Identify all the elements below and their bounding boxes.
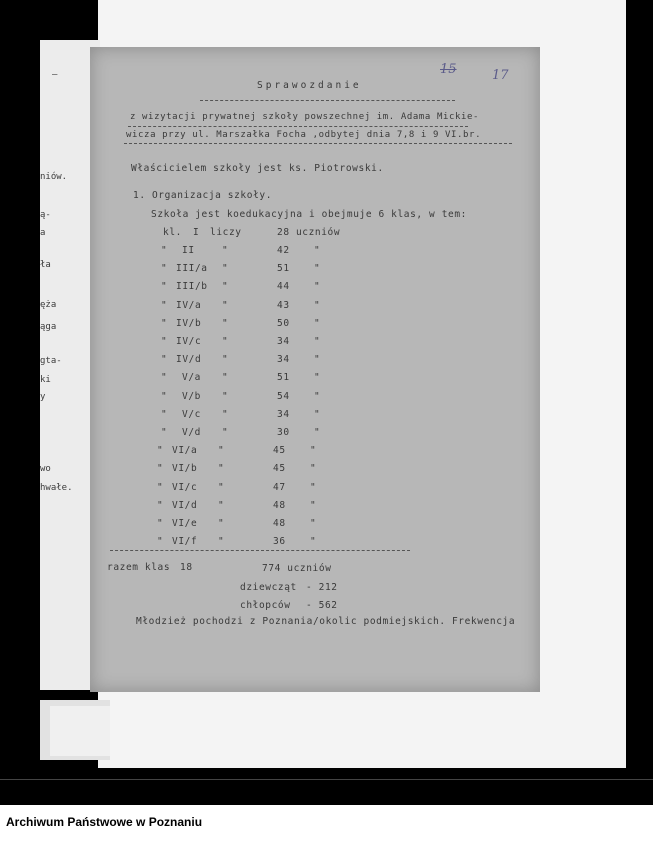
row-ditto-2: " — [222, 354, 229, 365]
girls-value: - 212 — [306, 582, 338, 593]
subtitle-underline-2 — [124, 143, 512, 144]
row-ditto-3: " — [310, 500, 317, 511]
subtitle-line-1: z wizytacji prywatnej szkoły powszechnej im. Adama Mickie- — [130, 112, 480, 122]
row-ditto-2: " — [218, 518, 225, 529]
left-fragment: — — [52, 70, 58, 80]
row-ditto-2: " — [222, 245, 229, 256]
row-count: 48 — [273, 500, 286, 511]
row-ditto-2: " — [222, 281, 229, 292]
row-count: 36 — [273, 536, 286, 547]
row-class: VI/d — [172, 500, 198, 511]
scan-edge-line — [0, 779, 653, 780]
row-count: 47 — [273, 482, 286, 493]
row-ditto-2: " — [218, 500, 225, 511]
row-ditto-1: " — [161, 336, 168, 347]
row-count: 34 — [277, 409, 290, 420]
row-class: VI/b — [172, 463, 198, 474]
row-count: 45 — [273, 463, 286, 474]
row-ditto-1: " — [161, 245, 168, 256]
table-bottom-rule — [110, 550, 410, 551]
row-class: V/a — [182, 372, 201, 383]
owner-line: Właścicielem szkoły jest ks. Piotrowski. — [131, 163, 384, 174]
row-ditto-2: " — [222, 318, 229, 329]
row-count: 34 — [277, 336, 290, 347]
row-ditto-1: " — [161, 409, 168, 420]
row-ditto-3: " — [314, 281, 321, 292]
row-count: 54 — [277, 391, 290, 402]
row-ditto-2: " — [222, 300, 229, 311]
girls-label: dziewcząt — [240, 582, 297, 593]
header-kl: kl. — [163, 227, 182, 238]
row-ditto-2: " — [222, 263, 229, 274]
row-ditto-3: " — [314, 300, 321, 311]
row-ditto-1: " — [161, 281, 168, 292]
row-ditto-1: " — [157, 463, 164, 474]
row-ditto-1: " — [161, 300, 168, 311]
boys-label: chłopców — [240, 600, 291, 611]
boys-value: - 562 — [306, 600, 338, 611]
row-ditto-3: " — [310, 445, 317, 456]
row-ditto-3: " — [310, 518, 317, 529]
row-ditto-2: " — [222, 336, 229, 347]
row-class: VI/f — [172, 536, 198, 547]
row-class: IV/c — [176, 336, 202, 347]
row-count: 43 — [277, 300, 290, 311]
row-ditto-3: " — [314, 336, 321, 347]
row-count: 45 — [273, 445, 286, 456]
row-count: 30 — [277, 427, 290, 438]
row-ditto-2: " — [222, 372, 229, 383]
row-count: 51 — [277, 372, 290, 383]
header-liczy: liczy — [210, 227, 242, 238]
row-ditto-1: " — [161, 372, 168, 383]
row-ditto-1: " — [157, 536, 164, 547]
left-fragment: ąga — [40, 322, 57, 332]
total-label: razem klas — [107, 562, 171, 573]
row-ditto-1: " — [161, 354, 168, 365]
row-ditto-3: " — [310, 536, 317, 547]
total-classes: 18 — [180, 562, 193, 573]
header-count: 28 uczniów — [277, 227, 341, 238]
row-class: III/b — [176, 281, 208, 292]
row-ditto-1: " — [157, 518, 164, 529]
row-class: VI/a — [172, 445, 198, 456]
row-ditto-1: " — [161, 427, 168, 438]
header-i: I — [193, 227, 200, 238]
left-page-lower-strip — [50, 706, 110, 756]
row-count: 44 — [277, 281, 290, 292]
row-ditto-1: " — [157, 482, 164, 493]
page-number: 17 — [492, 68, 509, 83]
row-class: IV/b — [176, 318, 202, 329]
title-rule — [200, 100, 455, 101]
row-class: VI/e — [172, 518, 198, 529]
subtitle-underline-1 — [128, 126, 468, 127]
row-class: III/a — [176, 263, 208, 274]
left-fragment: hwałe. — [40, 483, 73, 493]
total-pupils: 774 uczniów — [262, 563, 332, 574]
row-ditto-2: " — [222, 391, 229, 402]
row-class: VI/c — [172, 482, 198, 493]
left-fragment: gta- — [40, 356, 62, 366]
row-ditto-3: " — [314, 409, 321, 420]
left-fragment: niów. — [40, 172, 68, 182]
row-class: V/c — [182, 409, 201, 420]
row-ditto-1: " — [161, 318, 168, 329]
row-class: II — [182, 245, 195, 256]
row-ditto-2: " — [218, 463, 225, 474]
row-ditto-1: " — [161, 391, 168, 402]
row-ditto-2: " — [222, 409, 229, 420]
row-ditto-2: " — [218, 536, 225, 547]
left-fragment: wo — [40, 464, 51, 474]
row-ditto-1: " — [157, 445, 164, 456]
document-title: Sprawozdanie — [257, 80, 362, 91]
row-count: 51 — [277, 263, 290, 274]
left-fragment: a — [40, 228, 46, 238]
section-1-heading: 1. Organizacja szkoły. — [133, 190, 273, 201]
row-ditto-3: " — [314, 391, 321, 402]
row-ditto-3: " — [314, 263, 321, 274]
left-fragment: ą- — [40, 210, 51, 220]
crossed-page-number: 15 — [440, 62, 457, 77]
subtitle-line-2: wicza przy ul. Marszałka Focha ,odbytej dnia 7,8 i 9 VI.br. — [126, 130, 482, 140]
last-line: Młodzież pochodzi z Poznania/okolic podmiejskich. Frekwencja — [136, 616, 516, 627]
row-ditto-1: " — [161, 263, 168, 274]
row-ditto-3: " — [314, 354, 321, 365]
archive-name: Archiwum Państwowe w Poznaniu — [6, 815, 203, 829]
school-description: Szkoła jest koedukacyjna i obejmuje 6 klas, w tem: — [151, 209, 467, 220]
row-ditto-3: " — [310, 463, 317, 474]
row-ditto-3: " — [314, 427, 321, 438]
row-count: 50 — [277, 318, 290, 329]
row-count: 34 — [277, 354, 290, 365]
row-class: V/b — [182, 391, 201, 402]
row-ditto-3: " — [310, 482, 317, 493]
row-ditto-2: " — [218, 445, 225, 456]
row-ditto-3: " — [314, 318, 321, 329]
row-ditto-1: " — [157, 500, 164, 511]
row-ditto-2: " — [218, 482, 225, 493]
row-count: 48 — [273, 518, 286, 529]
row-class: IV/a — [176, 300, 202, 311]
row-ditto-2: " — [222, 427, 229, 438]
row-count: 42 — [277, 245, 290, 256]
left-fragment: ęża — [40, 300, 57, 310]
row-ditto-3: " — [314, 245, 321, 256]
row-ditto-3: " — [314, 372, 321, 383]
left-fragment: y — [40, 392, 46, 402]
left-fragment: ła — [40, 260, 51, 270]
row-class: IV/d — [176, 354, 202, 365]
row-class: V/d — [182, 427, 201, 438]
left-fragment: ki — [40, 375, 51, 385]
